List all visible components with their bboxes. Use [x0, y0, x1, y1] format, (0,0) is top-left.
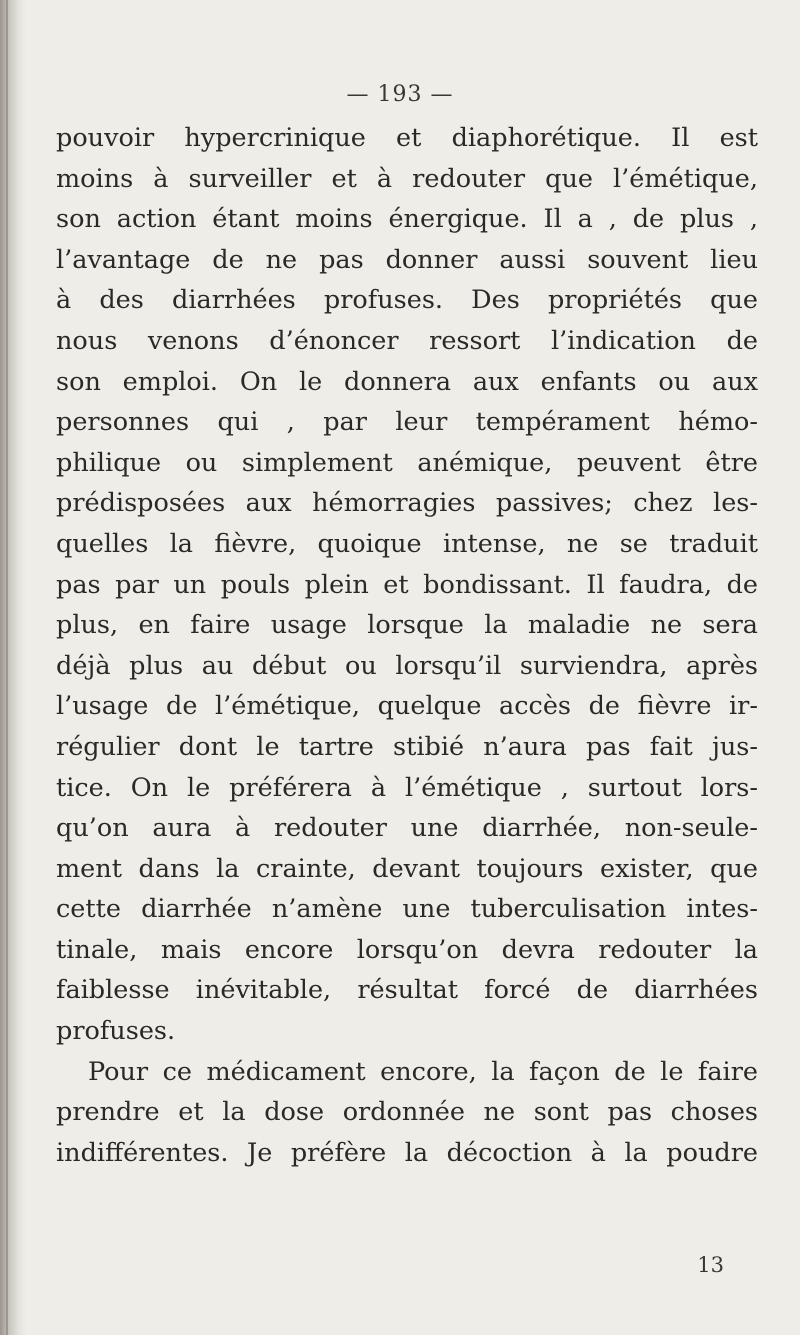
text-line: pas par un pouls plein et bondissant. Il faudra, de: [56, 569, 758, 600]
text-line: faiblesse inévitable, résultat forcé de diarrhées: [56, 975, 758, 1006]
paragraph-2: [56, 1052, 758, 1174]
text-line: cette diarrhée n’amène une tuberculisation intes-: [56, 894, 758, 925]
page-number-header: — 193 —: [346, 82, 454, 107]
text-line: l’avantage de ne pas donner aussi souvent lieu: [56, 244, 758, 275]
page-binding-edge: [6, 0, 8, 1335]
text-line: son emploi. On le donnera aux enfants ou aux: [56, 366, 758, 397]
text-line: l’usage de l’émétique, quelque accès de fièvre ir-: [56, 691, 758, 722]
text-line: Pour ce médicament encore, la façon de le faire: [88, 1056, 758, 1087]
text-line: plus, en faire usage lorsque la maladie ne sera: [56, 610, 758, 641]
text-line: indifférentes. Je préfère la décoction à la poudre: [56, 1137, 758, 1168]
page-binding-shadow: [0, 0, 26, 1335]
paragraph-1: [56, 118, 758, 1052]
text-line: régulier dont le tartre stibié n’aura pas fait jus-: [56, 731, 758, 762]
text-line: à des diarrhées profuses. Des propriétés que: [56, 285, 758, 316]
text-line: qu’on aura à redouter une diarrhée, non-seule-: [56, 813, 758, 844]
text-line: déjà plus au début ou lorsqu’il surviendra, après: [56, 650, 758, 681]
text-line: tinale, mais encore lorsqu’on devra redouter la: [56, 934, 758, 965]
body-text: [56, 118, 758, 1173]
text-line: pouvoir hypercrinique et diaphorétique. Il est: [56, 123, 758, 153]
text-line: prédisposées aux hémorragies passives; chez les-: [56, 488, 758, 519]
text-line: quelles la fièvre, quoique intense, ne se traduit: [56, 528, 758, 559]
text-line: moins à surveiller et à redouter que l’émétique,: [56, 163, 758, 194]
text-line: ment dans la crainte, devant toujours exister, que: [56, 853, 758, 884]
text-line: philique ou simplement anémique, peuvent être: [56, 447, 758, 478]
text-line: tice. On le préférera à l’émétique , surtout lors-: [56, 772, 758, 803]
text-line: son action étant moins énergique. Il a , de plus ,: [56, 204, 758, 235]
signature-mark: 13: [697, 1253, 724, 1277]
text-line: personnes qui , par leur tempérament hémo-: [56, 407, 758, 438]
text-line: nous venons d’énoncer ressort l’indication de: [56, 325, 758, 356]
text-line: profuses.: [56, 1016, 176, 1047]
text-line: prendre et la dose ordonnée ne sont pas choses: [56, 1097, 758, 1128]
